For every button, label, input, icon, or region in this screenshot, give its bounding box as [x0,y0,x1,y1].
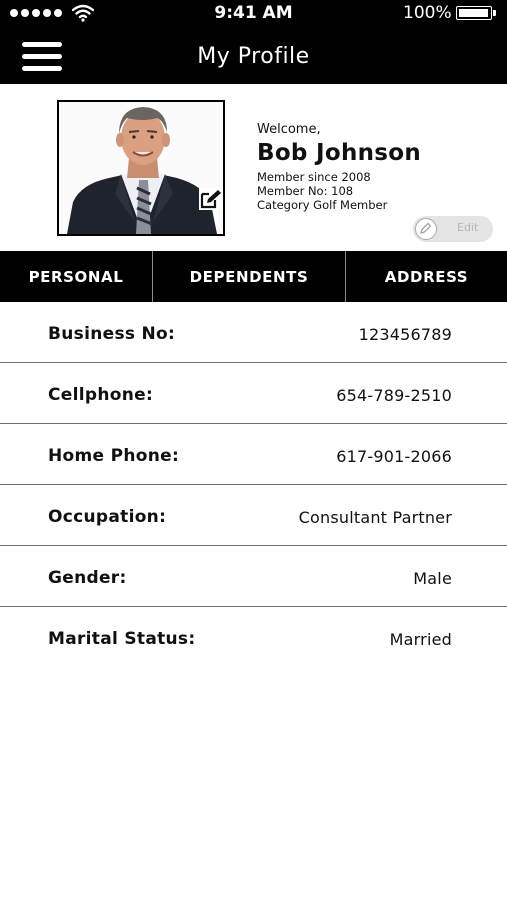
member-category: Category Golf Member [257,198,388,212]
nav-bar [0,26,507,84]
edit-button[interactable] [413,216,493,242]
detail-label: Business No: [48,324,176,344]
avatar [59,102,223,234]
detail-row-business-no [0,303,507,363]
detail-value: 123456789 [358,325,452,344]
detail-row-occupation [0,486,507,546]
battery-tip [493,10,496,16]
detail-label: Cellphone: [48,385,154,405]
edit-square-icon[interactable] [199,188,223,210]
detail-row-marital-status [0,608,507,668]
edit-button-label: Edit [457,221,479,234]
member-number: Member No: 108 [257,184,354,198]
battery-icon [456,6,492,20]
detail-value: Married [389,630,452,649]
tab-dependents[interactable]: DEPENDENTS [189,267,309,286]
member-since: Member since 2008 [257,170,371,184]
tab-address[interactable]: ADDRESS [384,267,469,286]
detail-value: 617-901-2066 [336,447,452,466]
detail-value: Consultant Partner [298,508,452,527]
detail-row-gender [0,547,507,607]
detail-label: Occupation: [48,507,167,527]
detail-label: Gender: [48,568,127,588]
detail-value: Male [413,569,452,588]
detail-label: Marital Status: [48,629,196,649]
battery-percent: 100% [403,3,452,23]
page-title: My Profile [197,44,310,69]
profile-tabs [0,251,507,302]
welcome-text: Welcome, [257,122,321,137]
tab-personal[interactable]: PERSONAL [28,267,124,286]
detail-label: Home Phone: [48,446,180,466]
member-name: Bob Johnson [257,140,422,166]
detail-value: 654-789-2510 [336,386,452,405]
status-time: 9:41 AM [214,3,293,23]
pencil-icon [415,218,437,240]
detail-row-cellphone [0,364,507,424]
profile-photo-frame [57,100,225,236]
status-bar [0,0,507,26]
detail-row-home-phone [0,425,507,485]
